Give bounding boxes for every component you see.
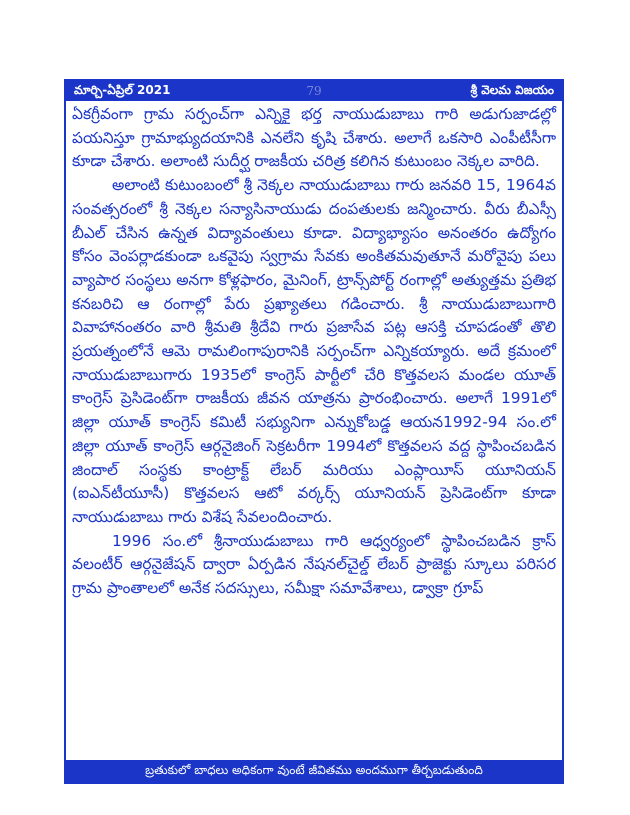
footer-bar xyxy=(66,760,562,782)
header-bar xyxy=(66,81,562,101)
magazine-title: శ్రీ వెలమ విజయం xyxy=(470,82,554,97)
issue-date: మార్చి-ఏప్రిల్ 2021 xyxy=(74,82,171,97)
article-body xyxy=(72,103,556,601)
paragraph-1: ఏకగ్రీవంగా గ్రామ సర్పంచ్‌గా ఎన్నికై భర్త నాయుడుబాబు గారి అడుగుజాడల్లో పయనిస్తూ గ్రామాభ్యుదయానికి ఎనలేని కృషి చేశారు. అలాగే ఒకసారి ఎంపీటీసీగా కూడా చేశారు. అలాంటి సుదీర్ఘ రాజకీయ చరిత్ర కలిగిన కుటుంబం నెక్కల వారిది. xyxy=(72,105,556,171)
page-number: 79 xyxy=(306,84,322,98)
paragraph-2: అలాంటి కుటుంబంలో శ్రీ నెక్కల నాయుడుబాబు గారు జనవరి 15, 1964వ సంవత్సరంలో శ్రీ నెక్కల సన్యాసినాయుడు దంపతులకు జన్మించారు. వీరు బీఎస్సీ బీఎల్ చేసిన ఉన్నత విద్యావంతులు కూడా. విద్యాభ్యాసం అనంతరం ఉద్యోగం కోసం వెంపర్లాడకుండా ఒకవైపు స్వగ్రామ సేవకు అంకితమవుతూనే మరోవైపు పలు వ్యాపార సంస్థలు అనగా కోళ్లఫారం, మైనింగ్, ట్రాన్స్‌పోర్ట్ రంగాల్లో అత్యుత్తమ ప్రతిభ కనబరిచి ఆ రంగాల్లో పేరు ప్రఖ్యాతలు గడించారు. శ్రీ నాయుడుబాబుగారి వివాహానంతరం వారి శ్రీమతి శ్రీదేవి గారు ప్రజాసేవ పట్ల ఆసక్తి చూపడంతో తొలి ప్రయత్నంలోనే ఆమె రామలింగాపురానికి సర్పంచ్‌గా ఎన్నికయ్యారు. అదే క్రమంలో నాయుడుబాబుగారు 1935లో కాంగ్రెస్ పార్టీలో చేరి కొత్తవలస మండల యూత్ కాంగ్రెస్ ప్రెసిడెంట్‌గా రాజకీయ జీవన యాత్రను ప్రారంభించారు. అలాగే 1991లో జిల్లా యూత్ కాంగ్రెస్ కమిటీ సభ్యునిగా ఎన్నుకోబడ్డ ఆయన1992-94 సం.లో జిల్లా యూత్ కాంగ్రెస్ ఆర్గనైజింగ్ సెక్రటరీగా 1994లో కొత్తవలస వద్ద స్థాపించబడిన జిందాల్ సంస్థకు కాంట్రాక్ట్ లేబర్ మరియు ఎంప్లాయీస్ యూనియన్ (ఐఎన్‌టీయూసీ) కొత్తవలస ఆటో వర్కర్స్ యూనియన్ ప్రెసిడెంట్‌గా కూడా నాయుడుబాబు గారు విశేష సేవలందించారు. xyxy=(72,176,556,526)
footer-motto: బ్రతుకులో బాధలు అధికంగా వుంటే జీవితము అందముగా తీర్చబడుతుంది xyxy=(145,762,483,777)
paragraph-3: 1996 సం.లో శ్రీనాయుడుబాబు గారి ఆధ్వర్యంలో స్థాపించబడిన క్రాస్ వలంటీర్ ఆర్గనైజేషన్ ద్వారా ఏర్పడిన నేషనల్‌చైల్డ్ లేబర్ ప్రాజెక్టు స్కూలు పరిసర గ్రామ ప్రాంతాలలో అనేక సదస్సులు, సమీక్షా సమావేశాలు, డ్వాక్రా గ్రూప్ xyxy=(72,531,556,598)
page-frame xyxy=(64,79,564,784)
